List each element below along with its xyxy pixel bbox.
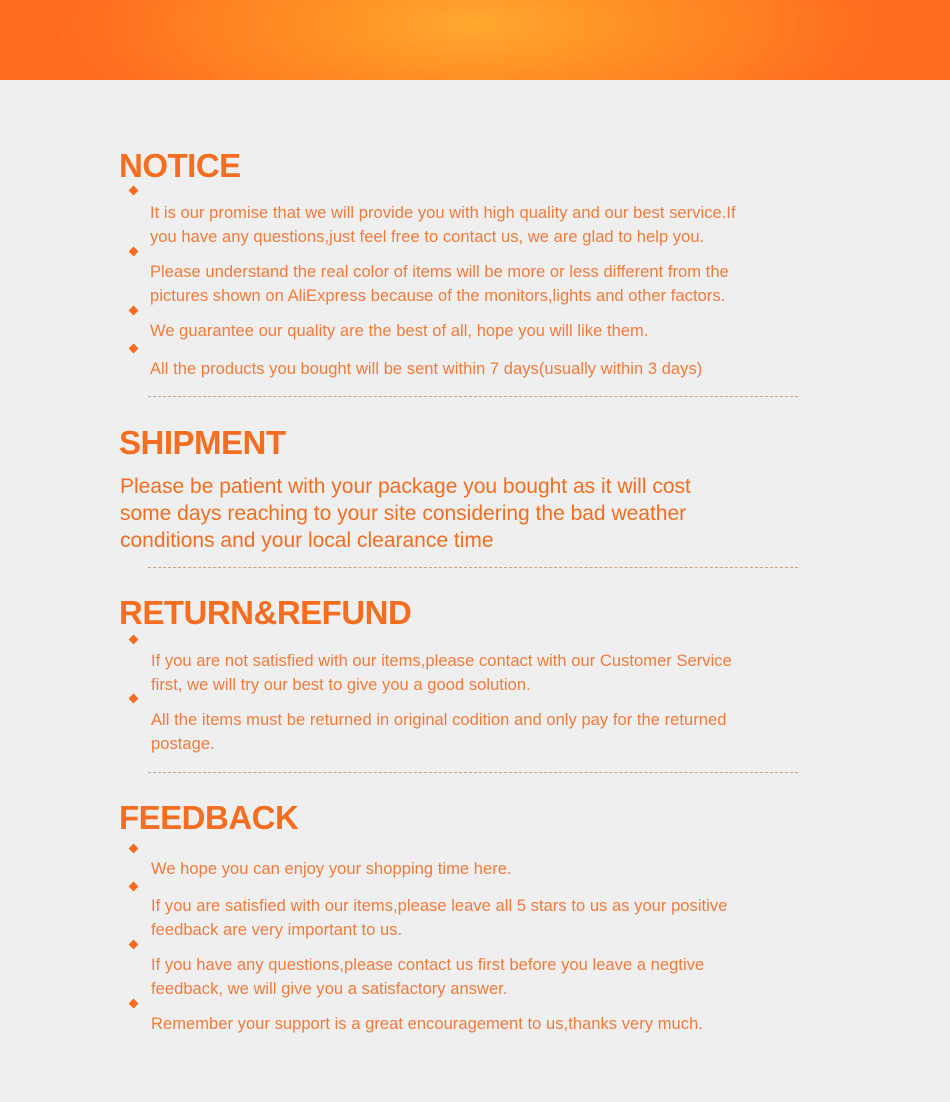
notice-item-2-line-2: pictures shown on AliExpress because of the monitors,lights and other factors. (150, 287, 726, 305)
notice-item-4-line-1: All the products you bought will be sent within 7 days(usually within 3 days) (150, 360, 703, 378)
feedback-item-3-line-2: feedback, we will give you a satisfactory answer. (151, 980, 508, 998)
feedback-item-2-line-1: If you are satisfied with our items,please leave all 5 stars to us as your positive (151, 897, 728, 915)
feedback-item-1-line-1: We hope you can enjoy your shopping time here. (151, 860, 512, 878)
notice-bullet-icon (129, 186, 139, 196)
notice-item-2-line-1: Please understand the real color of items will be more or less different from the (150, 263, 729, 281)
shipment-line-2: some days reaching to your site considering the bad weather (120, 502, 687, 525)
notice-bullet-icon (129, 247, 139, 257)
feedback-bullet-icon (129, 882, 139, 892)
return-item-2-line-1: All the items must be returned in original codition and only pay for the returned (151, 711, 727, 729)
shipment-line-3: conditions and your local clearance time (120, 529, 494, 552)
notice-bullet-icon (129, 344, 139, 354)
section-divider (148, 772, 798, 773)
notice-heading: NOTICE (119, 147, 241, 184)
top-banner (0, 0, 950, 80)
feedback-bullet-icon (129, 999, 139, 1009)
shipment-line-1: Please be patient with your package you bought as it will cost (120, 475, 691, 498)
return-item-2-line-2: postage. (151, 735, 215, 753)
shipment-heading: SHIPMENT (119, 424, 286, 461)
return-bullet-icon (129, 694, 139, 704)
return-refund-heading: RETURN&REFUND (119, 594, 412, 631)
feedback-heading: FEEDBACK (119, 799, 299, 836)
notice-item-1-line-2: you have any questions,just feel free to contact us, we are glad to help you. (150, 228, 705, 246)
notice-item-3-line-1: We guarantee our quality are the best of all, hope you will like them. (150, 322, 649, 340)
feedback-bullet-icon (129, 844, 139, 854)
return-item-1-line-1: If you are not satisfied with our items,please contact with our Customer Service (151, 652, 732, 670)
return-bullet-icon (129, 635, 139, 645)
feedback-bullet-icon (129, 940, 139, 950)
notice-bullet-icon (129, 306, 139, 316)
return-item-1-line-2: first, we will try our best to give you a good solution. (151, 676, 531, 694)
feedback-item-3-line-1: If you have any questions,please contact us first before you leave a negtive (151, 956, 705, 974)
notice-item-1-line-1: It is our promise that we will provide you with high quality and our best service.If (150, 204, 736, 222)
feedback-item-4-line-1: Remember your support is a great encouragement to us,thanks very much. (151, 1015, 703, 1033)
section-divider (148, 567, 798, 568)
section-divider (148, 396, 798, 397)
feedback-item-2-line-2: feedback are very important to us. (151, 921, 403, 939)
